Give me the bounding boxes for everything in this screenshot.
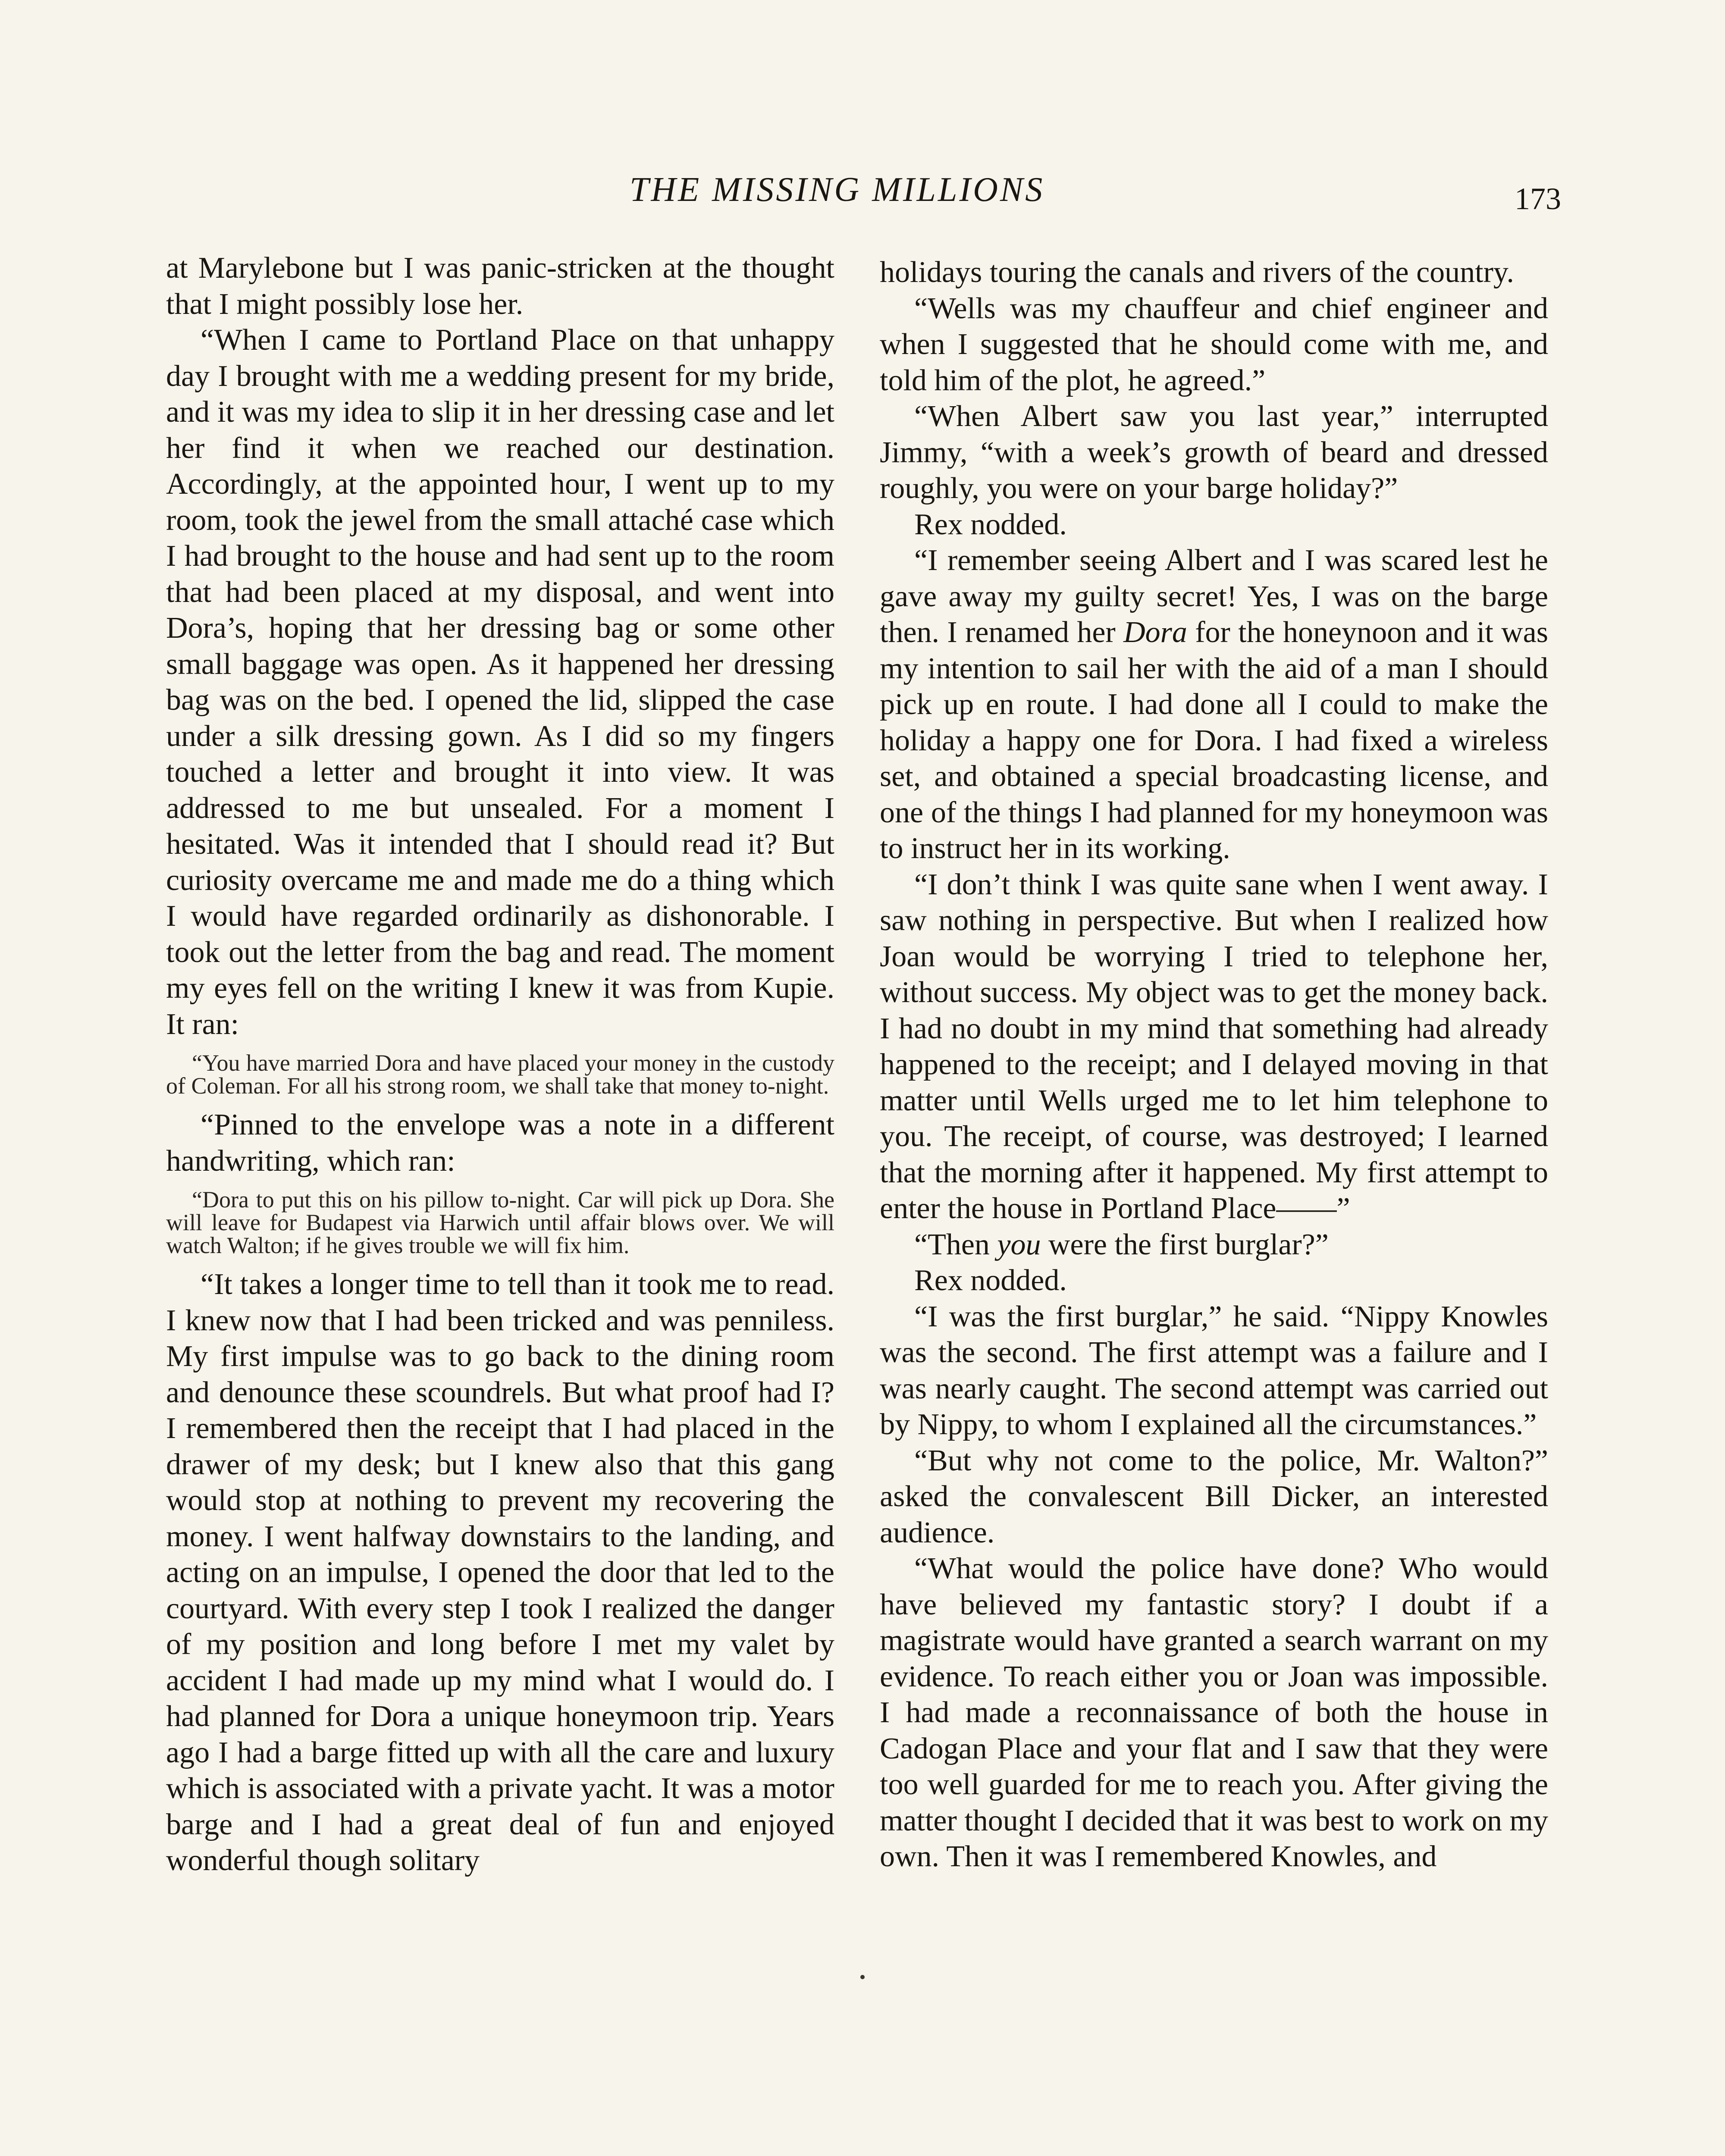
running-head-title: THE MISSING MILLIONS	[630, 171, 1045, 209]
print-speck	[860, 1975, 865, 1979]
paragraph: “Pinned to the envelope was a note in a different handwriting, which ran:	[166, 1108, 834, 1178]
text-run: for the honeynoon and it was my intention to sail her with the aid of a man I should pick up en route. I had done all I could to make the holiday a happy one for Dora. I had fixed a wireless set, and obtained a special broadcasting license, and one of the things I had planned for my honeymoon was to instruct her in its working.	[880, 616, 1548, 865]
quoted-note: “Dora to put this on his pillow to-night. Car will pick up Dora. She will leave for Budapest via Harwich until affair blows over. We will watch Walton; if he gives trouble we will fix him.	[166, 1187, 834, 1258]
page-number: 173	[1515, 182, 1561, 216]
paragraph: “What would the police have done? Who would have believed my fantastic story? I doubt if a magistrate would have granted a search warrant on my evidence. To reach either you or Joan was impossible. I had made a reconnaissance of both the house in Cadogan Place and your flat and I saw that they were too well guarded for me to reach you. After giving the matter thought I decided that it was best to work on my own. Then it was I remembered Knowles, and	[880, 1552, 1548, 1873]
left-column	[166, 250, 834, 1879]
paragraph: “Wells was my chauffeur and chief engineer and when I suggested that he should come with me, and told him of the plot, he agreed.”	[880, 291, 1548, 397]
paragraph	[880, 542, 1548, 867]
paragraph: Rex nodded.	[914, 508, 1067, 541]
paragraph: “It takes a longer time to tell than it took me to read. I knew now that I had been tricked and was penniless. My first impulse was to go back to the dining room and denounce these scoundrels. But what proof had I? I remembered then the receipt that I had placed in the drawer of my desk; but I knew also that this gang would stop at nothing to prevent my recovering the money. I went halfway downstairs to the landing, and acting on an impulse, I opened the door that led to the courtyard. With every step I took I realized the danger of my position and long before I met my valet by accident I had made up my mind what I would do. I had planned for Dora a unique honeymoon trip. Years ago I had a barge fitted up with all the care and luxury which is associated with a private yacht. It was a motor barge and I had a great deal of fun and enjoyed wonderful though solitary	[166, 1268, 834, 1877]
text-run: “I remember seeing Albert and I was scared lest he gave away my guilty secret! Yes, I was on the barge then. I renamed her	[880, 544, 1548, 649]
right-column	[880, 254, 1548, 1875]
italic-word: you	[997, 1228, 1041, 1261]
paragraph: holidays touring the canals and rivers of the country.	[880, 256, 1514, 289]
paragraph: “When I came to Portland Place on that unhappy day I brought with me a wedding present for my bride, and it was my idea to slip it in her dressing case and let her find it when we reached our destination. Accordingly, at the appointed hour, I went up to my room, took the jewel from the small attaché case which I had brought to the house and had sent up to the room that had been placed at my disposal, and went into Dora’s, hoping that her dressing bag or some other small baggage was open. As it happened her dressing bag was on the bed. I opened the lid, slipped the case under a silk dressing gown. As I did so my fingers touched a letter and brought it into view. It was addressed to me but unsealed. For a moment I hesitated. Was it intended that I should read it? But curiosity overcame me and made me do a thing which I would have regarded ordinarily as dishonorable. I took out the letter from the bag and read. The moment my eyes fell on the writing I knew it was from Kupie. It ran:	[166, 323, 834, 1041]
paragraph: at Marylebone but I was panic-stricken at the thought that I might possibly lose her.	[166, 251, 834, 321]
paragraph: “When Albert saw you last year,” interrupted Jimmy, “with a week’s growth of beard and dressed roughly, you were on your barge holiday?”	[880, 400, 1548, 505]
text-run: were the first burglar?”	[1041, 1228, 1329, 1261]
paragraph	[880, 1227, 1548, 1263]
paragraph: Rex nodded.	[914, 1264, 1067, 1297]
text-run: “Then	[914, 1228, 997, 1261]
italic-boat-name: Dora	[1123, 616, 1187, 649]
quoted-letter: “You have married Dora and have placed your money in the custody of Coleman. For all his strong room, we shall take that money to-night.	[166, 1050, 834, 1099]
paragraph: “I don’t think I was quite sane when I went away. I saw nothing in perspective. But when I realized how Joan would be worrying I tried to telephone her, without success. My object was to get the money back. I had no doubt in my mind that something had already happened to the receipt; and I delayed moving in that matter until Wells urged me to let him telephone to you. The receipt, of course, was destroyed; I learned that the morning after it happened. My first attempt to enter the house in Portland Place——”	[880, 868, 1548, 1225]
paragraph: “I was the first burglar,” he said. “Nippy Knowles was the second. The first attempt was a failure and I was nearly caught. The second attempt was carried out by Nippy, to whom I explained all the circumstances.”	[880, 1300, 1548, 1441]
paragraph: “But why not come to the police, Mr. Walton?” asked the convalescent Bill Dicker, an interested audience.	[880, 1444, 1548, 1549]
